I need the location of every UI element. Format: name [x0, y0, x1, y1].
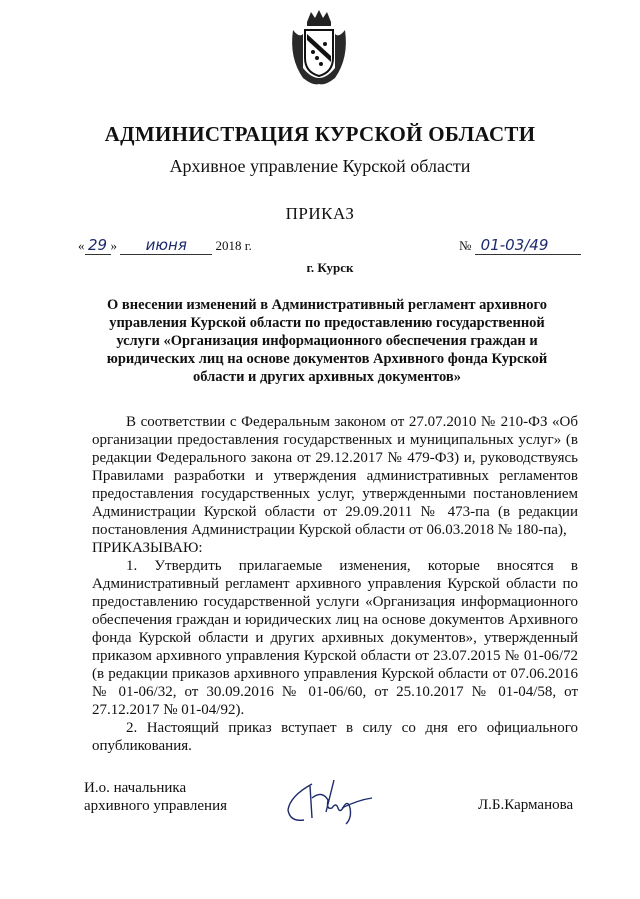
order-item-1: 1. Утвердить прилагаемые изменения, которые вносятся в Административный регламент архивного управления Курской области по предоставлению государственной услуги «Организация информационного обеспечения граждан и юридических лиц на основе документов Архивного фонда Курской области и других архивных документов», утвержденный приказом архивного управления Курской области от 23.07.2015 № 01-06/72 (в редакции приказов архивного управления Курской области от 07.06.2016 № 01-06/32, от 30.09.2016 № 01-06/60, от 25.10.2017 № 01-04/58, от 27.12.2017 № 01-04/92). — [92, 558, 578, 718]
document-body — [92, 413, 578, 755]
number-value: 01-03/49 — [475, 236, 581, 255]
signer-position-line-2: архивного управления — [84, 798, 227, 814]
date-year: 2018 г. — [215, 238, 252, 253]
organization-title: АДМИНИСТРАЦИЯ КУРСКОЙ ОБЛАСТИ — [104, 122, 536, 146]
handwritten-signature-icon — [282, 778, 378, 828]
coat-of-arms-icon — [287, 8, 351, 88]
number-label: № — [459, 238, 472, 253]
date-month: июня — [120, 236, 212, 255]
date-open-quote: « — [78, 238, 85, 253]
signer-position — [84, 779, 227, 815]
signer-position-line-1: И.о. начальника — [84, 780, 187, 796]
document-subject: О внесении изменений в Административный регламент архивного управления Курской области по предоставлению государственной услуги «Организация информационного обеспечения граждан и юридических лиц на основе документов Архивного фонда Курской области и других архивных документов» — [106, 297, 548, 385]
order-word: ПРИКАЗЫВАЮ: — [92, 540, 203, 556]
document-number — [459, 236, 581, 255]
document-type: ПРИКАЗ — [285, 204, 355, 223]
date-day: 29 — [85, 236, 111, 255]
order-item-2: 2. Настоящий приказ вступает в силу со дня его официального опубликования. — [92, 720, 578, 754]
document-date — [78, 236, 252, 255]
department-title: Архивное управление Курской области — [169, 156, 471, 176]
date-close-quote: » — [110, 238, 117, 253]
signer-name: Л.Б.Карманова — [478, 797, 574, 813]
preamble-paragraph: В соответствии с Федеральным законом от 27.07.2010 № 210-ФЗ «Об организации предоставления государственных и муниципальных услуг» (в редакции Федерального закона от 29.12.2017 № 479-ФЗ) и, руководствуясь Правилами разработки и утверждения административных регламентов предоставления государственных услуг, утвержденными постановлением Администрации Курской области от 29.09.2011 № 473-па (в редакции постановления Администрации Курской области от 06.03.2018 № 180-па), — [92, 414, 578, 538]
document-city: г. Курск — [306, 260, 354, 275]
